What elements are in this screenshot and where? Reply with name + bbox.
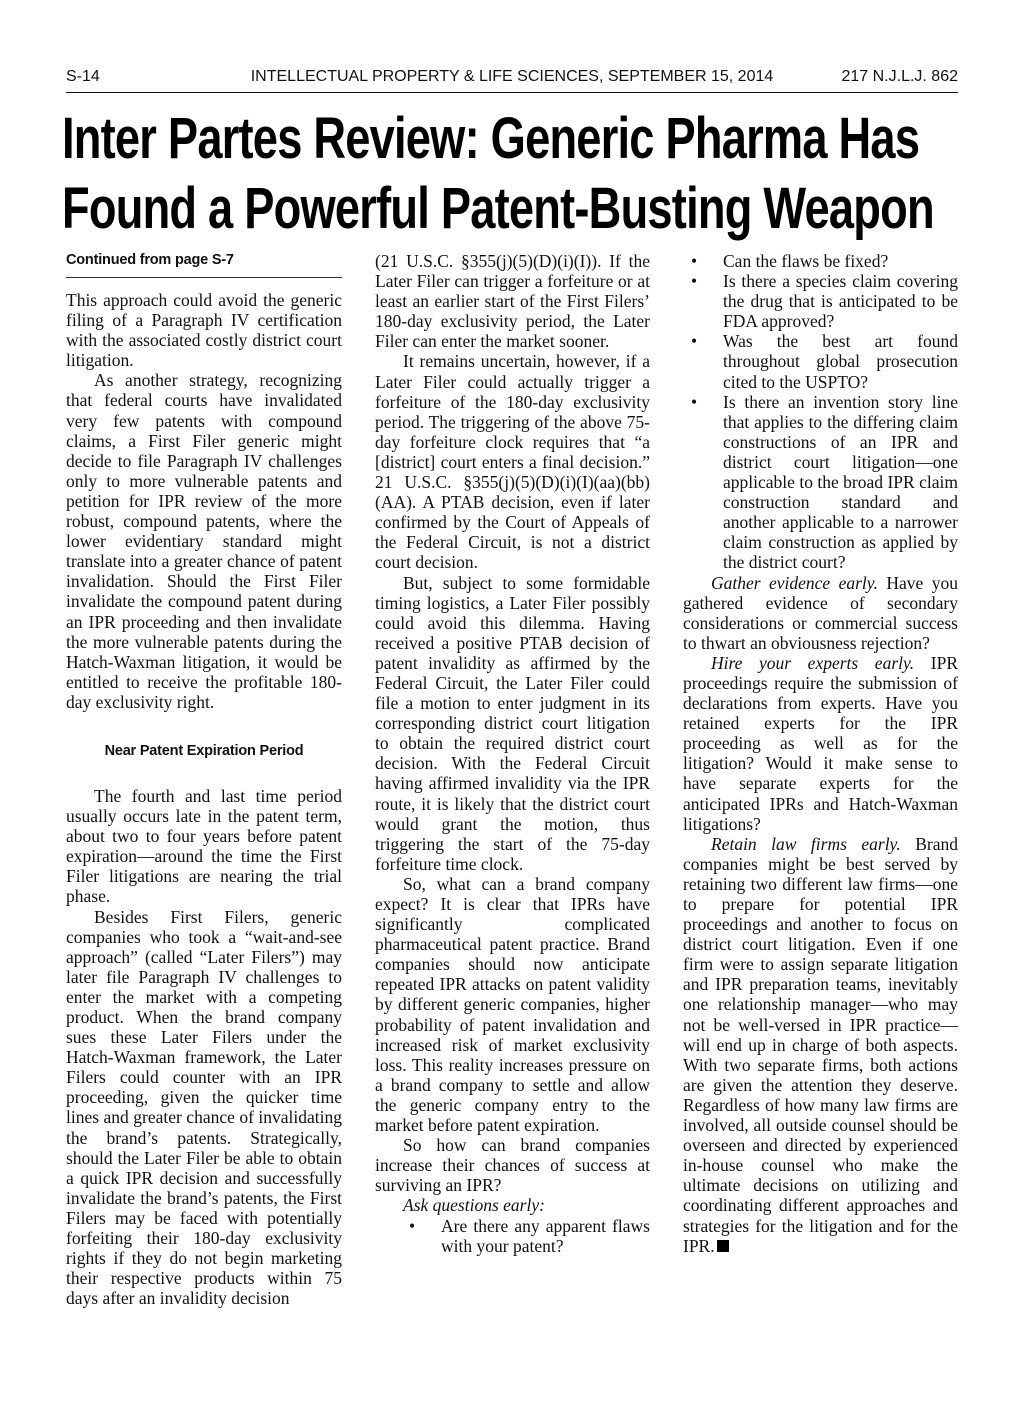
list-item-text: Is there an invention story line that applies to the differing claim constructions of an IPR and district court litigation—one applicable to the broad IPR claim construction standard and another applicable to a narrower claim construction as applied by the district court?: [723, 391, 958, 573]
lead-in: Gather evidence early.: [711, 572, 878, 593]
title-line-2: Found a Powerful Patent-Busting Weapon: [62, 176, 934, 241]
bullet-glyph: •: [409, 1215, 416, 1236]
list-item-text: Are there any apparent flaws with your patent?: [441, 1215, 650, 1256]
paragraph: So, what can a brand company expect? It is clear that IPRs have significantly complicated pharmaceutical patent practice. Brand companies should now anticipate repeated IPR attacks on patent validity by different generic companies, higher probability of patent invalidation and increased risk of market exclusivity loss. This reality increases pressure on a brand company to settle and allow the generic company entry to the market before patent expiration.: [375, 873, 650, 1136]
section-subhead: Near Patent Expiration Period: [104, 742, 304, 759]
continued-rule: [66, 277, 342, 278]
list-item: [683, 251, 958, 271]
paragraph: It remains uncertain, however, if a Later Filer could actually trigger a forfeiture of the 180-day exclusivity period. The triggering of the above 75-day forfeiture clock requires that “a [district] court enters a final decision.” 21 U.S.C. §355(j)(5)(D)(i)(I)(aa)(bb)(AA). A PTAB decision, even if later confirmed by the Court of Appeals of the Federal Circuit, is not a district court decision.: [375, 351, 650, 573]
article-title: [62, 104, 934, 244]
list-item-text: Can the flaws be fixed?: [723, 251, 889, 271]
paragraph: But, subject to some formidable timing logistics, a Later Filer possibly could avoid this dilemma. Having received a positive PTAB decision of patent invalidity as affirmed by the Federal Circuit, the Later Filer could file a motion to enter judgment in its corresponding district court litigation to obtain the required district court decision. With the Federal Circuit having affirmed invalidity via the IPR route, it is likely that the district court would grant the motion, thus triggering the start of the 75-day forfeiture time clock.: [375, 572, 650, 874]
paragraph-text: IPR proceedings require the submission of declarations from experts. Have you retained experts for the IPR proceeding as well as for the litigation? Would it make sense to have separate experts for the anticipated IPRs and Hatch-Waxman litigations?: [683, 652, 958, 834]
column-3: [683, 251, 958, 1256]
ask-questions-lead: Ask questions early:: [403, 1195, 545, 1216]
header-rule: [66, 92, 958, 93]
paragraph: So how can brand companies increase their chances of success at surviving an IPR?: [375, 1135, 650, 1196]
list-item: [683, 331, 958, 391]
running-header: [66, 68, 958, 90]
bullet-glyph: •: [691, 331, 698, 352]
paragraph: [683, 834, 958, 1256]
paragraph: As another strategy, recognizing that federal courts have invalidated very few patents with compound claims, a First Filer generic might decide to file Paragraph IV challenges only to more vulnerable patents and petition for IPR review of the more robust, compound patents, where the lower evidentiary standard might translate into a greater chance of patent invalidation. Should the First Filer invalidate the compound patent during an IPR proceeding and then invalidate the more vulnerable patents during the Hatch-Waxman litigation, it would be entitled to receive the profitable 180-day exclusivity right.: [66, 370, 342, 712]
list-item-text: Is there a species claim covering the drug that is anticipated to be FDA approved?: [723, 271, 958, 332]
column-1: [66, 251, 342, 1308]
continued-from-label: Continued from page S-7: [66, 252, 234, 268]
publication-name: INTELLECTUAL PROPERTY & LIFE SCIENCES, SEPTEMBER 15, 2014: [250, 68, 774, 85]
lead-in: Hire your experts early.: [711, 652, 915, 673]
paragraph: [683, 653, 958, 834]
paragraph-text: Brand companies might be best served by retaining two different law firms—one to prepare for potential IPR proceedings and another to focus on district court litigation. Even if one firm were to assign separate litigation and IPR preparation teams, inevitably one relationship manager—who may not be well-versed in IPR practice—will end up in charge of both aspects. With two separate firms, both actions are given the attention they deserve. Regardless of how many law firms are involved, all outside counsel should be overseen and directed by experienced in-house counsel who make the ultimate decisions on utilizing and coordinating different approaches and strategies for the litigation and for the IPR.: [683, 833, 958, 1256]
bullet-glyph: •: [691, 251, 698, 271]
question-list: [375, 1216, 650, 1256]
end-of-article-mark: [717, 1240, 729, 1252]
list-item-text: Was the best art found throughout global prosecution cited to the USPTO?: [723, 331, 958, 392]
list-item: [683, 271, 958, 331]
paragraph: (21 U.S.C. §355(j)(5)(D)(i)(I)). If the Later Filer can trigger a forfeiture or at least an earlier start of the First Filers’ 180-day exclusivity period, the Later Filer can enter the market sooner.: [375, 251, 650, 352]
list-item: [683, 392, 958, 573]
paragraph: This approach could avoid the generic filing of a Paragraph IV certification with the associated costly district court litigation.: [66, 290, 342, 371]
title-line-1: Inter Partes Review: Generic Pharma Has: [62, 106, 920, 171]
lead-in: Retain law firms early.: [711, 833, 901, 854]
page-number: S-14: [66, 68, 100, 85]
list-item: [375, 1216, 650, 1256]
paragraph-text: Have you gathered evidence of secondary considerations or commercial success to thwart an obviousness rejection?: [683, 572, 958, 653]
paragraph: Besides First Filers, generic companies who took a “wait-and-see approach” (called “Later Filers”) may later file Paragraph IV challenges to enter the market with a competing product. When the brand company sues these Later Filers under the Hatch-Waxman framework, the Later Filers could counter with an IPR proceeding, given the quicker time lines and greater chance of invalidating the brand’s patents. Strategically, should the Later Filer be able to obtain a quick IPR decision and successfully invalidate the brand’s patents, the First Filers may be faced with potentially forfeiting their 180-day exclusivity rights if they do not begin marketing their respective products within 75 days after an invalidity decision: [66, 906, 342, 1309]
bullet-glyph: •: [691, 391, 698, 412]
column-2: [375, 251, 650, 1256]
paragraph: [683, 573, 958, 653]
bullet-glyph: •: [691, 271, 698, 292]
question-list: [683, 251, 958, 573]
citation: 217 N.J.L.J. 862: [841, 68, 958, 85]
paragraph: The fourth and last time period usually occurs late in the patent term, about two to four years before patent expiration—around the time the First Filer litigations are nearing the trial phase.: [66, 785, 342, 907]
